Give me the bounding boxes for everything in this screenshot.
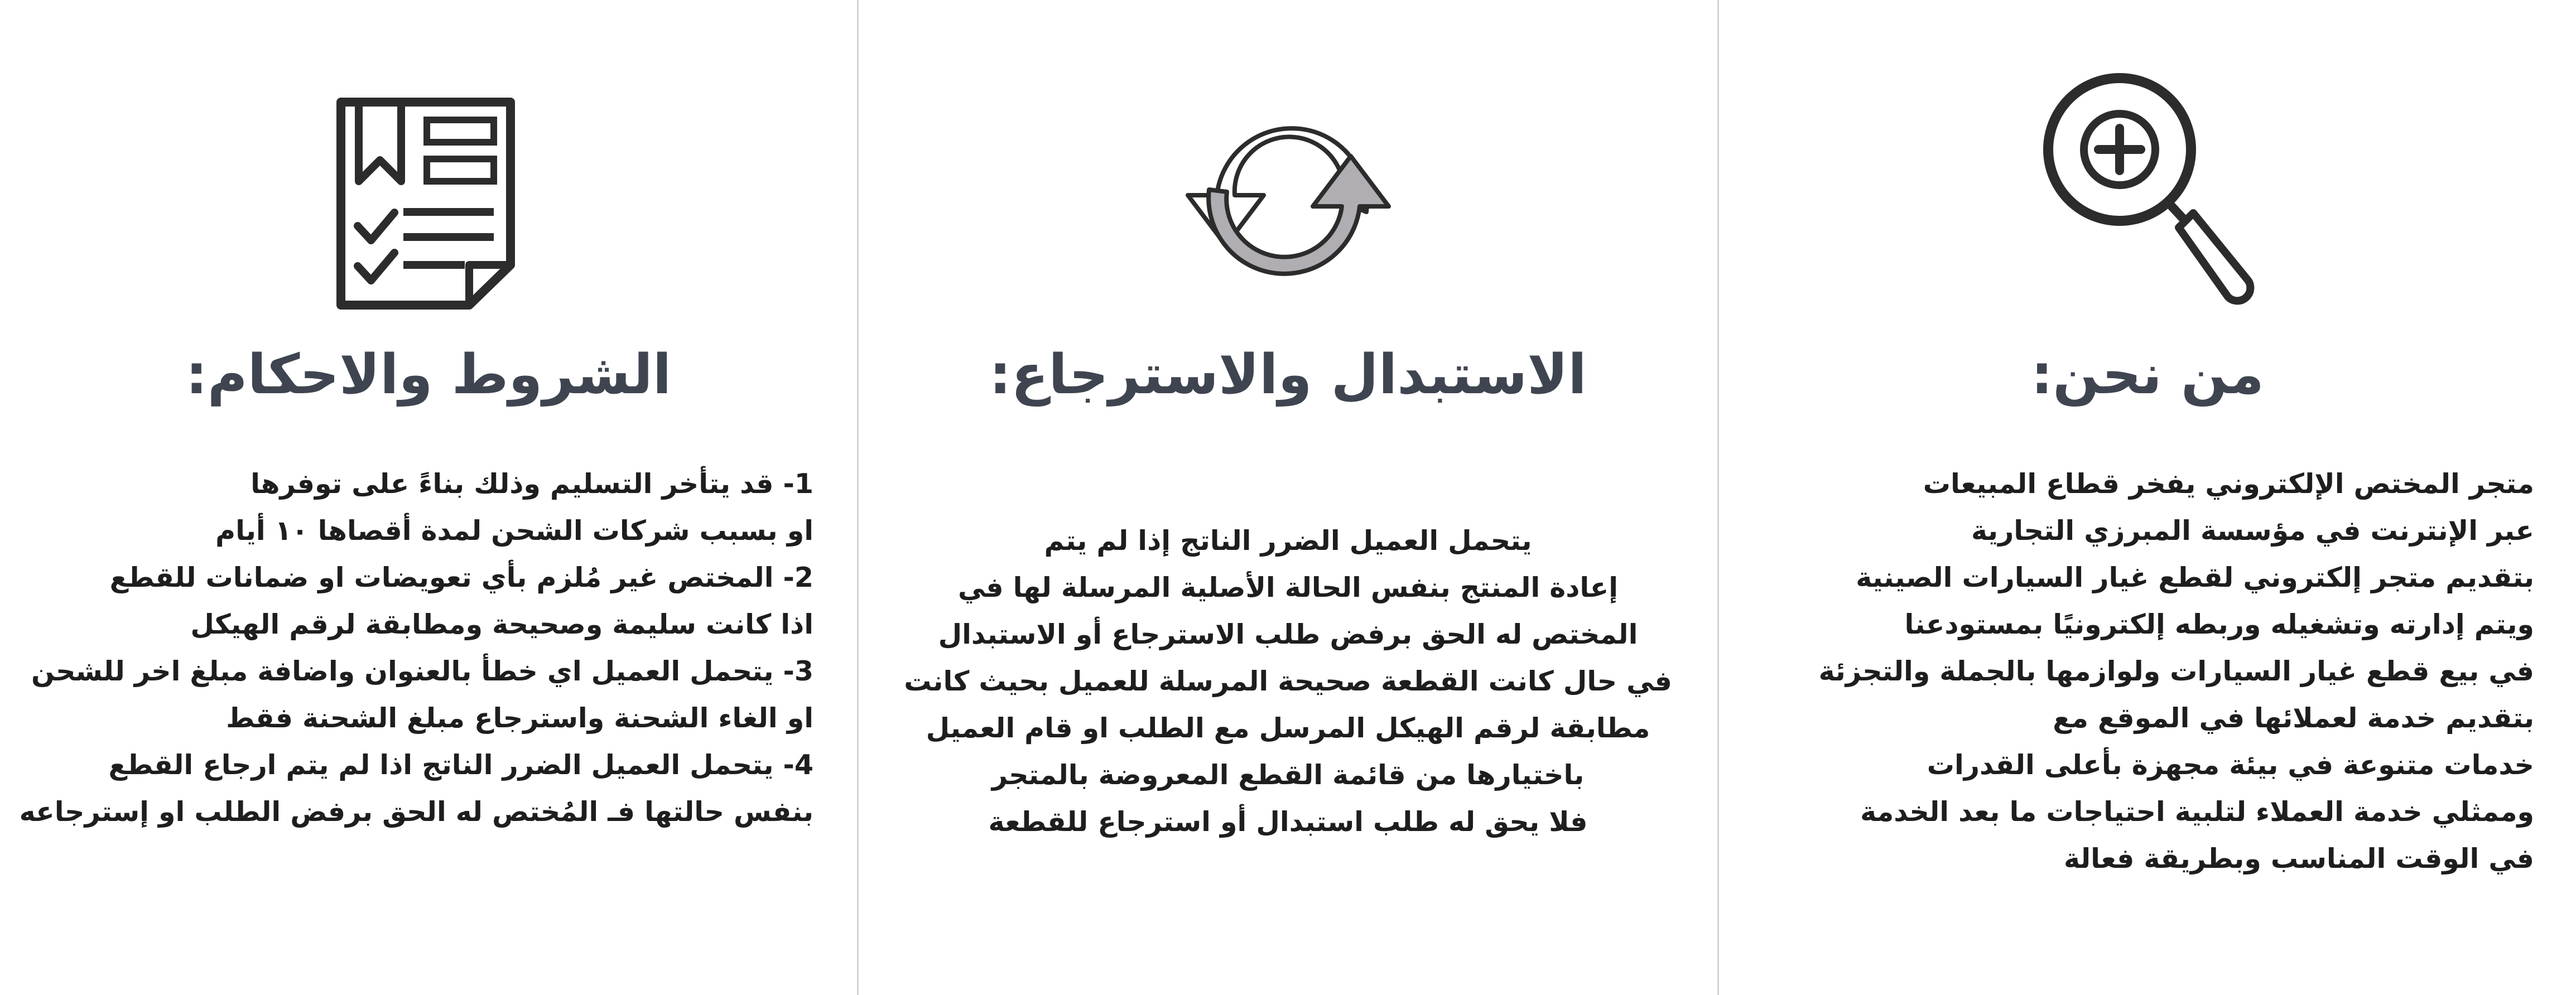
terms-line: 4- يتحمل العميل الضرر الناتج اذا لم يتم ارجاع القطع bbox=[108, 749, 813, 781]
about-line: متجر المختص الإلكتروني يفخر قطاع المبيعات bbox=[1923, 468, 2534, 500]
return-line: فلا يحق له طلب استبدال أو استرجاع للقطعة bbox=[988, 806, 1588, 838]
about-line: عبر الإنترنت في مؤسسة المبرزي التجارية bbox=[1971, 515, 2534, 547]
return-section bbox=[859, 0, 1717, 995]
terms-line: 2- المختص غير مُلزم بأي تعويضات او ضمانات للقطع bbox=[109, 562, 813, 593]
return-title: الاستبدال والاسترجاع: bbox=[989, 343, 1587, 407]
about-line: في بيع قطع غيار السيارات ولوازمها بالجملة والتجزئة bbox=[1818, 655, 2534, 687]
terms-line: اذا كانت سليمة وصحيحة ومطابقة لرقم الهيكل bbox=[190, 608, 813, 640]
terms-line: او الغاء الشحنة واسترجاع مبلغ الشحنة فقط bbox=[226, 702, 813, 734]
about-text bbox=[1819, 461, 2534, 882]
about-title: من نحن: bbox=[2031, 343, 2264, 407]
about-line: في الوقت المناسب وبطريقة فعالة bbox=[2064, 843, 2534, 875]
about-line: بتقديم متجر إلكتروني لقطع غيار السيارات الصينية bbox=[1856, 562, 2534, 593]
return-line: المختص له الحق برفض طلب الاسترجاع أو الاستبدال bbox=[938, 619, 1638, 650]
return-line: إعادة المنتج بنفس الحالة الأصلية المرسلة لها في bbox=[957, 572, 1619, 603]
about-line: بتقديم خدمة لعملائها في الموقع مع bbox=[2053, 702, 2534, 734]
return-line: يتحمل العميل الضرر الناتج إذا لم يتم bbox=[1044, 525, 1532, 557]
return-line: باختيارها من قائمة القطع المعروضة بالمتجر bbox=[991, 759, 1585, 791]
document-checklist-icon bbox=[336, 98, 521, 310]
terms-section bbox=[0, 0, 857, 995]
return-line: في حال كانت القطعة صحيحة المرسلة للعميل بحيث كانت bbox=[904, 665, 1672, 697]
terms-title: الشروط والاحكام: bbox=[185, 343, 672, 407]
terms-line: بنفس حالتها فـ المُختص له الحق برفض الطلب او إسترجاعه bbox=[19, 796, 813, 828]
about-line: وممثلي خدمة العملاء لتلبية احتياجات ما بعد الخدمة bbox=[1860, 796, 2534, 828]
about-line: ويتم إدارته وتشغيله وربطه إلكترونيًا بمستودعنا bbox=[1904, 608, 2534, 640]
return-text bbox=[859, 518, 1717, 846]
refresh-arrows-icon bbox=[1166, 78, 1411, 312]
about-line: خدمات متنوعة في بيئة مجهزة بأعلى القدرات bbox=[1927, 749, 2534, 781]
magnifier-plus-icon bbox=[2036, 66, 2259, 311]
terms-line: 3- يتحمل العميل اي خطأ بالعنوان واضافة مبلغ اخر للشحن bbox=[31, 655, 813, 687]
terms-text bbox=[20, 461, 813, 835]
return-line: مطابقة لرقم الهيكل المرسل مع الطلب او قام العميل bbox=[926, 712, 1650, 744]
terms-line: 1- قد يتأخر التسليم وذلك بناءً على توفرها bbox=[251, 468, 813, 500]
about-section bbox=[1719, 0, 2576, 995]
terms-line: او بسبب شركات الشحن لمدة أقصاها ١٠ أيام bbox=[215, 515, 813, 547]
